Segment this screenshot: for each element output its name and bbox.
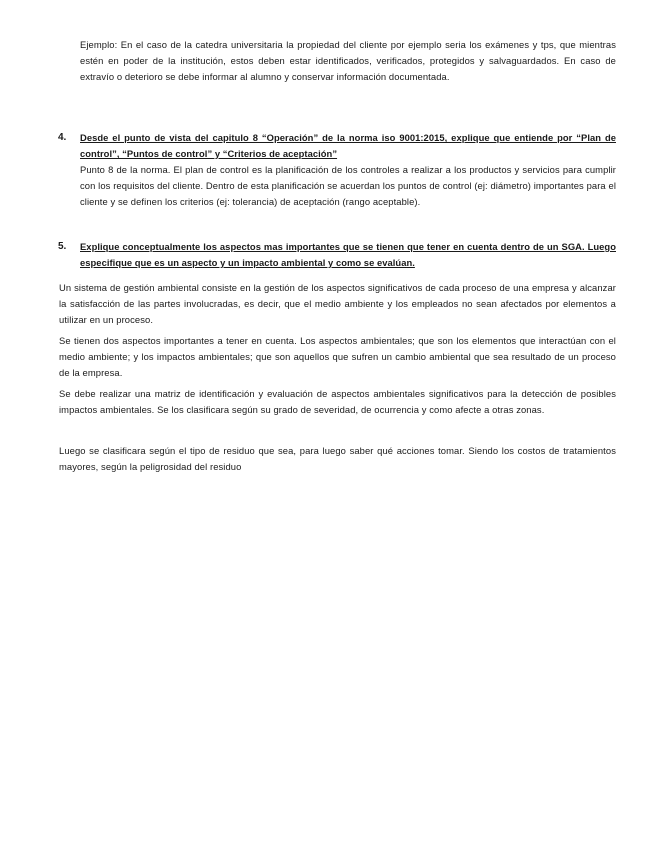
question-4-number: 4. [58, 132, 67, 143]
intro-example-paragraph: Ejemplo: En el caso de la catedra universitaria la propiedad del cliente por ejemplo seria los exámenes y tps, que mientras estén en poder de la institución, estos deben estar identificados, verificados, protegidos y salvaguardados. En caso de extravío o deterioro se debe informar al alumno y conservar información documentada. [80, 39, 616, 82]
answer-5-paragraph-2: Se tienen dos aspectos importantes a tener en cuenta. Los aspectos ambientales; que son los elementos que interactúan con el medio ambiente; y los impactos ambientales; que son aquellos que sufren un cambio ambiental que sea resultado de un proceso de la empresa. [59, 335, 616, 378]
question-5-title: Explique conceptualmente los aspectos mas importantes que se tienen que tener en cuenta dentro de un SGA. Luego especifique que es un aspecto y un impacto ambiental y como se evalúan. [80, 241, 616, 268]
question-4-answer: Punto 8 de la norma. El plan de control es la planificación de los controles a realizar a los productos y servicios para cumplir con los requisitos del cliente. Dentro de esta planificación se acuerdan los puntos de control (ej: diámetro) importantes para el cliente y se definen los criterios (ej: tolerancia) de aceptación (rango aceptable). [80, 164, 616, 207]
answer-5-paragraph-1: Un sistema de gestión ambiental consiste en la gestión de los aspectos significativos de cada proceso de una empresa y alcanzar la satisfacción de las partes involucradas, es decir, que el medio ambiente y los empleados no sean afectados por elementos a utilizar en un proceso. [59, 282, 616, 325]
question-4-title: Desde el punto de vista del capitulo 8 “Operación” de la norma iso 9001:2015, explique que entiende por “Plan de control”, “Puntos de control” y “Criterios de aceptación” [80, 132, 616, 159]
answer-5-paragraph-3: Se debe realizar una matriz de identificación y evaluación de aspectos ambientales significativos para la detección de posibles impactos ambientales. Se los clasificara según su grado de severidad, de ocurrencia y como afecte a otras zonas. [59, 388, 616, 415]
answer-5-paragraph-4: Luego se clasificara según el tipo de residuo que sea, para luego saber qué acciones tomar. Siendo los costos de tratamientos mayores, según la peligrosidad del residuo [59, 445, 616, 472]
question-5-number: 5. [58, 241, 67, 252]
